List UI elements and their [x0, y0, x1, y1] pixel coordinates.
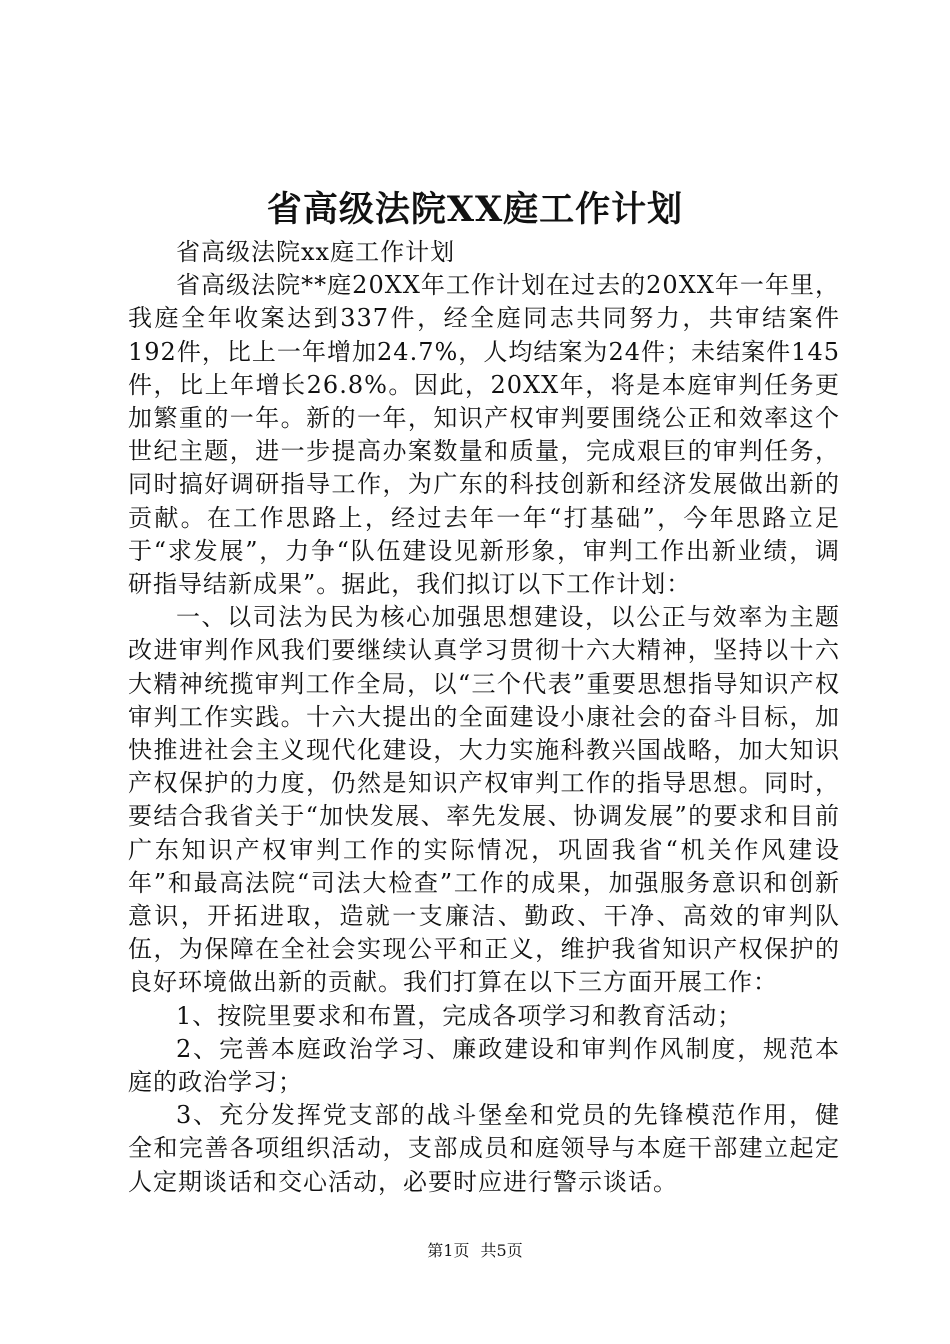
page-title: 省高级法院XX庭工作计划 [266, 189, 684, 230]
page-total: 共5页 [480, 1241, 523, 1260]
list-item: 2、完善本庭政治学习、廉政建设和审判作风制度，规范本庭的政治学习； [128, 1034, 840, 1097]
intro-paragraph: 省高级法院**庭20XX年工作计划在过去的20XX年一年里，我庭全年收案达到337件，经全庭同志共同努力，共审结案件192件，比上一年增加24.7%，人均结案为24件；未结案件145件，比上年增长26.8%。因此，20XX年，将是本庭审判任务更加繁重的一年。新的一年，知识产权审判要围绕公正和效率这个世纪主题，进一步提高办案数量和质量，完成艰巨的审判任务，同时搞好调研指导工作，为广东的科技创新和经济发展做出新的贡献。在工作思路上，经过去年一年“打基础”，今年思路立足于“求发展”，力争“队伍建设见新形象，审判工作出新业绩，调研指导结新成果”。据此，我们拟订以下工作计划： [128, 271, 840, 599]
page-footer [0, 1240, 950, 1262]
document-body [128, 236, 840, 1199]
subtitle-paragraph: 省高级法院xx庭工作计划 [176, 238, 456, 266]
list-item: 1、按院里要求和布置，完成各项学习和教育活动； [176, 1001, 743, 1030]
list-item: 3、充分发挥党支部的战斗堡垒和党员的先锋模范作用，健全和完善各项组织活动，支部成员和庭领导与本庭干部建立起定人定期谈话和交心活动，必要时应进行警示谈话。 [128, 1101, 840, 1196]
section-one-paragraph: 一、以司法为民为核心加强思想建设，以公正与效率为主题改进审判作风我们要继续认真学习贯彻十六大精神，坚持以十六大精神统揽审判工作全局，以“三个代表”重要思想指导知识产权审判工作实践。十六大提出的全面建设小康社会的奋斗目标，加快推进社会主义现代化建设，大力实施科教兴国战略，加大知识产权保护的力度，仍然是知识产权审判工作的指导思想。同时，要结合我省关于“加快发展、率先发展、协调发展”的要求和目前广东知识产权审判工作的实际情况，巩固我省“机关作风建设年”和最高法院“司法大检查”工作的成果，加强服务意识和创新意识，开拓进取，造就一支廉洁、勤政、干净、高效的审判队伍，为保障在全社会实现公平和正义，维护我省知识产权保护的良好环境做出新的贡献。我们打算在以下三方面开展工作： [128, 603, 840, 997]
page-number: 第1页 [427, 1241, 470, 1260]
